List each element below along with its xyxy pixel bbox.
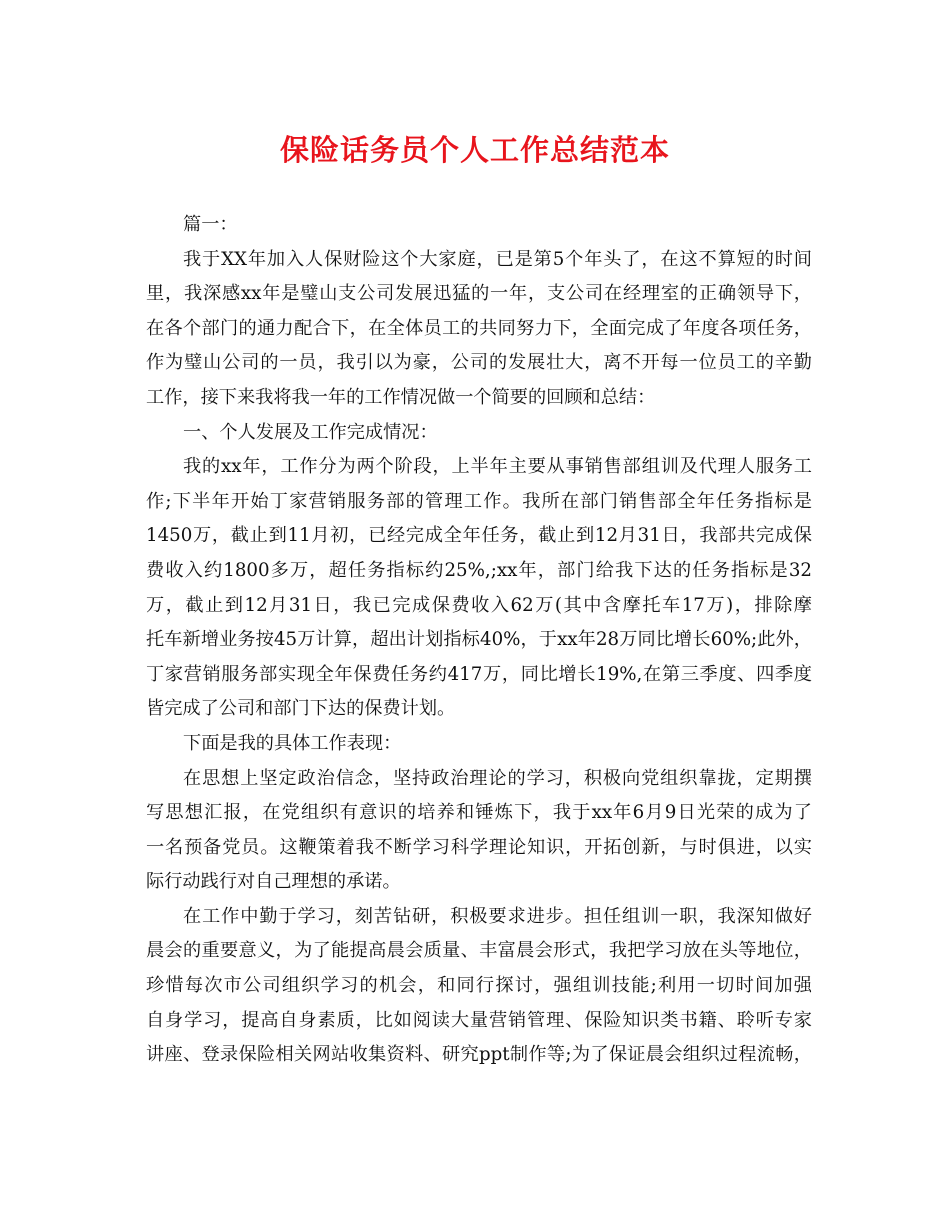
body-line: 工作，接下来我将我一年的工作情况做一个简要的回顾和总结： <box>146 386 656 408</box>
body-line: 在各个部门的通力配合下，在全体员工的共同努力下，全面完成了年度各项任务， <box>146 317 812 339</box>
body-line: 珍惜每次市公司组织学习的机会，和同行探讨，强组训技能;利用一切时间加强 <box>146 975 812 997</box>
body-line: 1450万，截止到11月初，已经完成全年任务，截止到12月31日，我部共完成保 <box>146 525 812 547</box>
body-line: 作为璧山公司的一员，我引以为豪，公司的发展壮大，离不开每一位员工的辛勤 <box>146 352 812 374</box>
body-line: 里，我深感xx年是璧山支公司发展迅猛的一年，支公司在经理室的正确领导下， <box>146 283 812 305</box>
body-line: 托车新增业务按45万计算，超出计划指标40%，于xx年28万同比增长60%;此外， <box>146 629 812 651</box>
body-line: 作;下半年开始丁家营销服务部的管理工作。我所在部门销售部全年任务指标是 <box>146 490 812 512</box>
body-line: 一、个人发展及工作完成情况： <box>183 421 438 443</box>
body-line: 下面是我的具体工作表现： <box>183 732 402 754</box>
body-line: 我于XX年加入人保财险这个大家庭，已是第5个年头了，在这不算短的时间 <box>183 248 812 270</box>
body-line: 我的xx年，工作分为两个阶段，上半年主要从事销售部组训及代理人服务工 <box>183 456 812 478</box>
body-line: 写思想汇报，在党组织有意识的培养和锤炼下，我于xx年6月9日光荣的成为了 <box>146 802 812 824</box>
body-line: 费收入约1800多万，超任务指标约25%,;xx年，部门给我下达的任务指标是32 <box>146 559 812 581</box>
document-title: 保险话务员个人工作总结范本 <box>279 133 670 167</box>
body-line: 晨会的重要意义，为了能提高晨会质量、丰富晨会形式，我把学习放在头等地位， <box>146 940 812 962</box>
body-line: 在思想上坚定政治信念，坚持政治理论的学习，积极向党组织靠拢，定期撰 <box>183 767 812 789</box>
body-line: 皆完成了公司和部门下达的保费计划。 <box>146 698 456 720</box>
body-line: 际行动践行对自己理想的承诺。 <box>146 871 401 893</box>
document-body <box>146 208 812 1073</box>
body-line: 篇一： <box>183 214 238 235</box>
body-line: 丁家营销服务部实现全年保费任务约417万，同比增长19%,在第三季度、四季度 <box>146 663 812 685</box>
body-line: 自身学习，提高自身素质，比如阅读大量营销管理、保险知识类书籍、聆听专家 <box>146 1009 812 1031</box>
body-line: 讲座、登录保险相关网站收集资料、研究ppt制作等;为了保证晨会组织过程流畅， <box>146 1044 812 1066</box>
body-line: 万，截止到12月31日，我已完成保费收入62万(其中含摩托车17万)，排除摩 <box>146 594 812 616</box>
body-line: 在工作中勤于学习，刻苦钻研，积极要求进步。担任组训一职，我深知做好 <box>183 905 812 927</box>
body-line: 一名预备党员。这鞭策着我不断学习科学理论知识，开拓创新，与时俱进，以实 <box>146 836 812 858</box>
